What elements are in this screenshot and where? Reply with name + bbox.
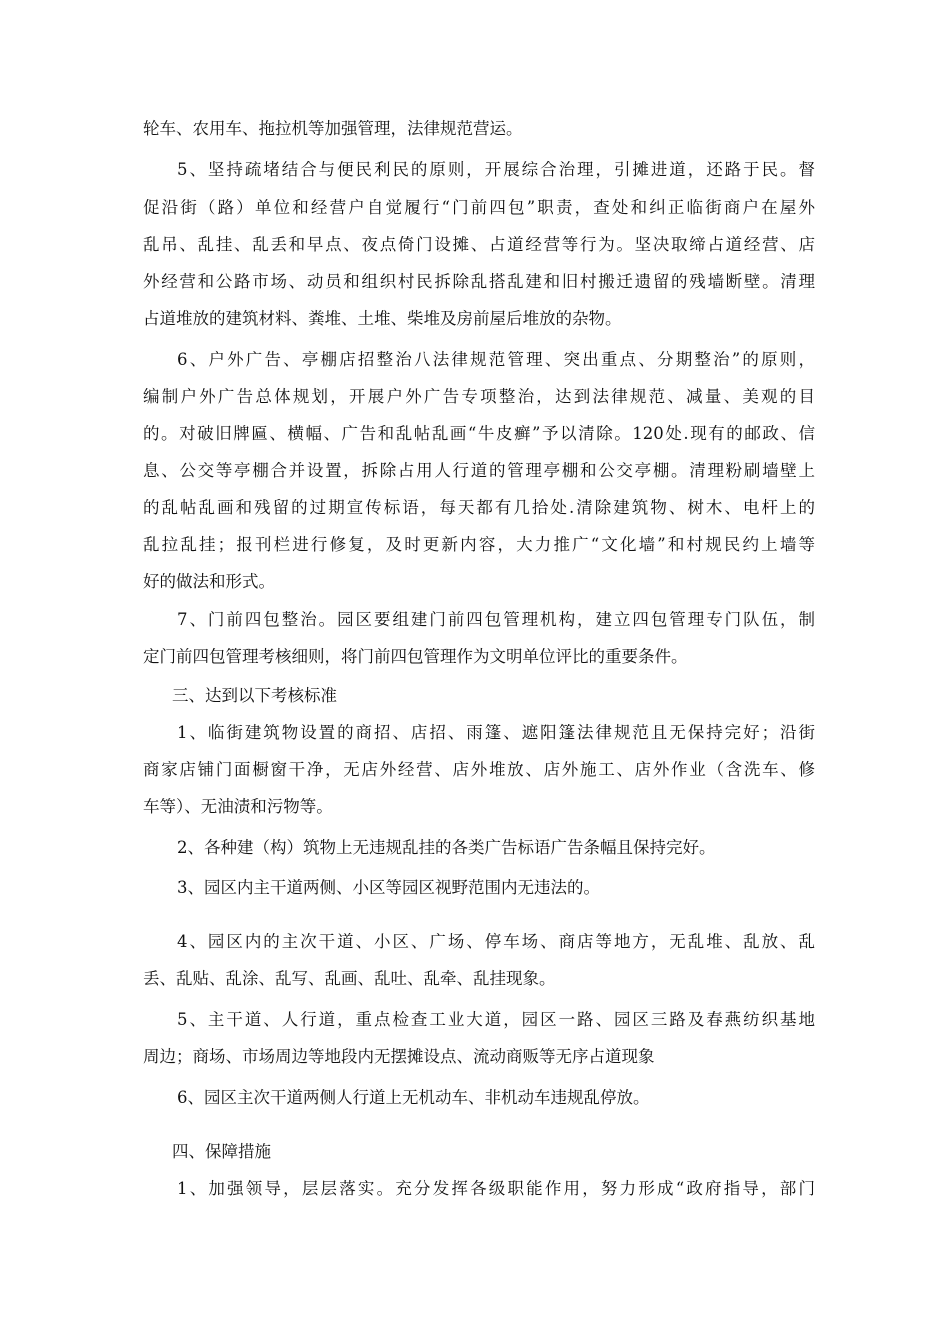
text-line: 2、各种建（构）筑物上无违规乱挂的各类广告标语广告条幅且保持完好。 xyxy=(177,838,716,857)
text-line: 周边；商场、市场周边等地段内无摆摊设点、流动商贩等无序占道现象 xyxy=(143,1047,655,1066)
text-line: 5、主干道、人行道，重点检查工业大道，园区一路、园区三路及春燕纺织基地 xyxy=(177,1010,815,1029)
text-line: 7、门前四包整治。园区要组建门前四包管理机构，建立四包管理专门队伍，制 xyxy=(177,610,815,629)
text-line: 外经营和公路市场、动员和组织村民拆除乱搭乱建和旧村搬迁遗留的残墙断壁。清理 xyxy=(143,272,815,291)
text-line: 定门前四包管理考核细则，将门前四包管理作为文明单位评比的重要条件。 xyxy=(143,647,688,666)
text-line: 1、临街建筑物设置的商招、店招、雨篷、遮阳篷法律规范且无保持完好；沿街 xyxy=(177,723,815,742)
text-line: 息、公交等亭棚合并设置，拆除占用人行道的管理亭棚和公交亭棚。清理粉刷墙壁上 xyxy=(143,461,815,480)
text-line: 车等）、无油渍和污物等。 xyxy=(143,797,333,816)
text-line: 乱拉乱挂；报刊栏进行修复，及时更新内容，大力推广“文化墙”和村规民约上墙等 xyxy=(143,535,815,554)
text-line: 4、园区内的主次干道、小区、广场、停车场、商店等地方，无乱堆、乱放、乱 xyxy=(177,932,815,951)
text-line: 6、户外广告、亭棚店招整治八法律规范管理、突出重点、分期整治”的原则， xyxy=(177,350,815,369)
text-line: 占道堆放的建筑材料、粪堆、土堆、柴堆及房前屋后堆放的杂物。 xyxy=(143,309,622,328)
section-heading: 四、保障措施 xyxy=(172,1142,271,1161)
text-line: 1、加强领导，层层落实。充分发挥各级职能作用，努力形成“政府指导，部门 xyxy=(177,1179,815,1198)
text-line: 乱吊、乱挂、乱丢和早点、夜点倚门设摊、占道经营等行为。坚决取缔占道经营、店 xyxy=(143,235,815,254)
text-line: 促沿街（路）单位和经营户自觉履行“门前四包”职责，查处和纠正临街商户在屋外 xyxy=(143,198,815,217)
text-line: 轮车、农用车、拖拉机等加强管理，法律规范营运。 xyxy=(143,119,523,138)
section-heading: 三、达到以下考核标准 xyxy=(172,686,337,705)
text-line: 6、园区主次干道两侧人行道上无机动车、非机动车违规乱停放。 xyxy=(177,1088,650,1107)
text-line: 商家店铺门面橱窗干净，无店外经营、店外堆放、店外施工、店外作业（含洗车、修 xyxy=(143,760,815,779)
text-line: 5、坚持疏堵结合与便民利民的原则，开展综合治理，引摊进道，还路于民。督 xyxy=(177,160,815,179)
text-line: 好的做法和形式。 xyxy=(143,572,275,591)
text-line: 编制户外广告总体规划，开展户外广告专项整治，达到法律规范、减量、美观的目 xyxy=(143,387,815,406)
text-line: 3、园区内主干道两侧、小区等园区视野范围内无违法的。 xyxy=(177,878,600,897)
text-line: 的乱帖乱画和残留的过期宣传标语，每天都有几拾处.清除建筑物、树木、电杆上的 xyxy=(143,498,815,517)
text-line: 丢、乱贴、乱涂、乱写、乱画、乱吐、乱牵、乱挂现象。 xyxy=(143,969,556,988)
text-line: 的。对破旧牌匾、横幅、广告和乱帖乱画“牛皮癣”予以清除。120处.现有的邮政、信 xyxy=(143,424,815,443)
